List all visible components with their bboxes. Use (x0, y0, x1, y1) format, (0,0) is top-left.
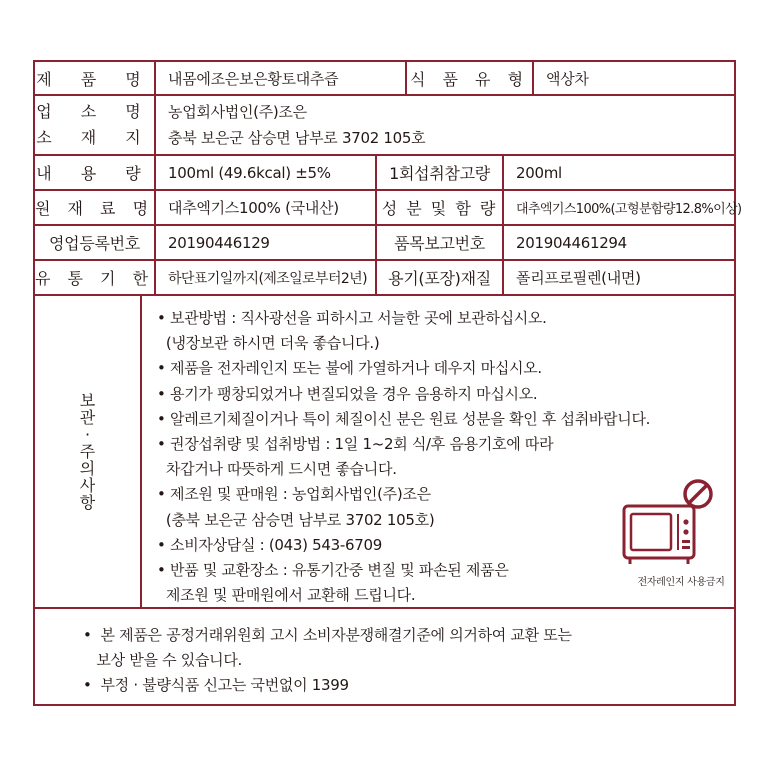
caution-label-char: 주 (79, 442, 96, 461)
microwave-prohibited (616, 478, 746, 588)
composition-value: 대추엑기스100%(고형분함량12.8%이상) (502, 191, 734, 224)
microwave-caption: 전자레인지 사용금지 (637, 577, 725, 588)
row-footer (35, 609, 734, 704)
serving-label: 1회섭취참고량 (375, 156, 502, 189)
expiry-label: 유 통 기 한 (34, 269, 155, 288)
footer-line: • 본 제품은 공정거래위원회 고시 소비자분쟁해결기준에 의거하여 교환 또는 (83, 626, 572, 644)
caution-line: • 알레르기체질이거나 특이 체질이신 분은 원료 성분을 확인 후 섭취바랍니다. (157, 409, 651, 428)
caution-line: (충북 보은군 삼승면 남부로 3702 105호) (157, 510, 435, 529)
expiry-value: 하단표기일까지(제조일로부터2년) (154, 261, 375, 294)
packaging-label: 용기(포장)재질 (375, 261, 502, 294)
footer-line: 보상 받을 수 있습니다. (83, 651, 242, 669)
row-company (35, 96, 734, 156)
caution-label-char: · (84, 425, 91, 444)
caution-line: (냉장보관 하시면 더욱 좋습니다.) (157, 334, 380, 353)
row-registration (35, 226, 734, 261)
ingredient-value: 대추엑기스100% (국내산) (154, 191, 375, 224)
address-label: 소 재 지 (36, 128, 153, 147)
content-value: 100ml (49.6kcal) ±5% (154, 156, 375, 189)
report-label: 품목보고번호 (375, 226, 502, 259)
ingredient-label: 원 재 료 명 (34, 199, 155, 218)
company-address-labels (35, 96, 154, 154)
caution-line: • 반품 및 교환장소 : 유통기간중 변질 및 파손된 제품은 (157, 561, 509, 580)
registration-value: 20190446129 (154, 226, 375, 259)
company-value: 농업회사법인(주)조은 (168, 103, 307, 121)
caution-label-char: 관 (79, 408, 96, 427)
packaging-value: 폴리프로필렌(내면) (502, 261, 734, 294)
address-value: 충북 보은군 삼승면 남부로 3702 105호 (168, 129, 426, 147)
caution-label (35, 296, 140, 607)
company-address-values (154, 96, 734, 154)
row-caution (35, 296, 734, 609)
caution-line: • 용기가 팽창되었거나 변질되었을 경우 음용하지 마십시오. (157, 384, 538, 403)
registration-label: 영업등록번호 (49, 234, 140, 253)
caution-label-char: 보 (79, 391, 96, 410)
caution-line: 제조원 및 판매원에서 교환해 드립니다. (157, 586, 416, 605)
caution-label-char: 사 (79, 476, 96, 495)
row-product-name (35, 62, 734, 96)
caution-label-char: 항 (79, 493, 96, 512)
food-type-value: 액상차 (532, 62, 734, 94)
content-label: 내 용 량 (36, 164, 153, 183)
caution-line: • 소비자상담실 : (043) 543-6709 (157, 535, 382, 554)
food-type-label: 식 품 유 형 (405, 62, 532, 94)
product-name-label: 제 품 명 (36, 69, 153, 89)
caution-divider (140, 296, 142, 607)
caution-line: • 제조원 및 판매원 : 농업회사법인(주)조은 (157, 485, 431, 504)
row-ingredient (34, 191, 742, 226)
microwave-prohibited-icon (616, 478, 746, 570)
caution-notes (157, 306, 650, 608)
caution-line: • 권장섭취량 및 섭취방법 : 1일 1~2회 식/후 음용기호에 따라 (157, 435, 554, 454)
caution-line: • 보관방법 : 직사광선을 피하시고 서늘한 곳에 보관하십시오. (157, 309, 547, 327)
serving-value: 200ml (502, 156, 734, 189)
product-info-table (33, 60, 742, 706)
footer-notes (83, 623, 572, 698)
report-value: 201904461294 (502, 226, 734, 259)
caution-line: 차갑거나 따뜻하게 드시면 좋습니다. (157, 460, 397, 479)
row-content (35, 156, 734, 191)
row-expiry (35, 261, 734, 296)
caution-label-char: 의 (79, 459, 96, 478)
composition-label: 성 분 및 함 량 (375, 191, 502, 224)
caution-line: • 제품을 전자레인지 또는 불에 가열하거나 데우지 마십시오. (157, 359, 542, 378)
product-name-value: 내몸에조은보은황토대추즙 (154, 62, 405, 94)
footer-line: • 부정 · 불량식품 신고는 국번없이 1399 (83, 676, 349, 694)
company-label: 업 소 명 (36, 102, 153, 121)
